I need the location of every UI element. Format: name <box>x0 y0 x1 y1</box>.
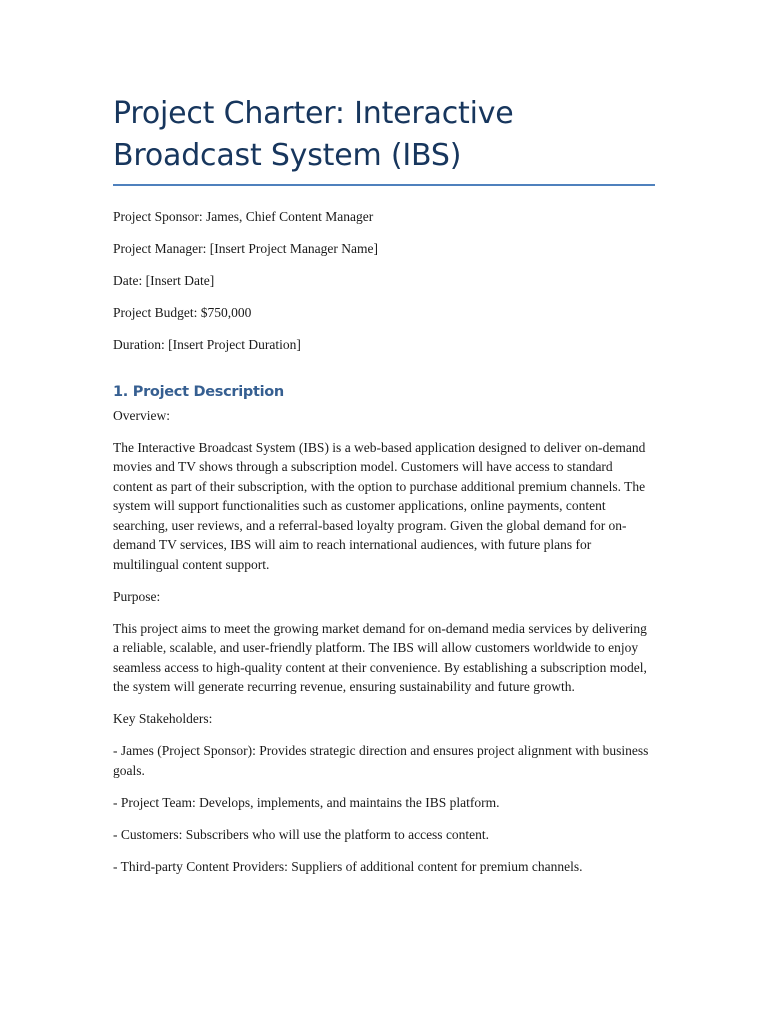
meta-budget: Project Budget: $750,000 <box>113 305 252 320</box>
purpose-label: Purpose: <box>113 588 161 604</box>
stakeholder-item: - Project Team: Develops, implements, and maintains the IBS platform. <box>113 794 500 810</box>
overview-label: Overview: <box>113 407 170 423</box>
title-divider <box>113 184 655 186</box>
meta-date: Date: [Insert Date] <box>113 273 215 288</box>
stakeholders-label: Key Stakeholders: <box>113 711 213 726</box>
stakeholder-item: - Third-party Content Providers: Suppliers of additional content for premium channels. <box>113 858 583 874</box>
section-body <box>113 406 655 877</box>
purpose-paragraph: This project aims to meet the growing market demand for on-demand media services by delivering a reliable, scalable, and user-friendly platform. The IBS will allow customers worldwide to enjoy seamless access to high-quality content at their convenience. By establishing a subscription model, the system will generate recurring revenue, ensuring sustainability and future growth. <box>113 620 647 694</box>
overview-paragraph: The Interactive Broadcast System (IBS) is a web-based application designed to deliver on-demand movies and TV shows through a subscription model. Customers will have access to standard content as part of their subscription, with the option to purchase additional premium channels. The system will support functionalities such as customer applications, online payments, content searching, user reviews, and a referral-based loyalty program. Given the global demand for on-demand TV services, IBS will aim to reach international audiences, with future plans for multilingual content support. <box>113 439 646 572</box>
stakeholder-item: - Customers: Subscribers who will use the platform to access content. <box>113 826 490 842</box>
document-page <box>113 0 655 889</box>
stakeholder-item: - James (Project Sponsor): Provides strategic direction and ensures project alignment with business goals. <box>113 743 649 778</box>
meta-manager: Project Manager: [Insert Project Manager Name] <box>113 241 379 256</box>
document-title: Project Charter: Interactive Broadcast System (IBS) <box>113 96 514 173</box>
section-heading-project-description: 1. Project Description <box>113 383 284 400</box>
meta-duration: Duration: [Insert Project Duration] <box>113 337 301 352</box>
meta-sponsor: Project Sponsor: James, Chief Content Manager <box>113 209 374 224</box>
project-meta <box>113 207 655 355</box>
